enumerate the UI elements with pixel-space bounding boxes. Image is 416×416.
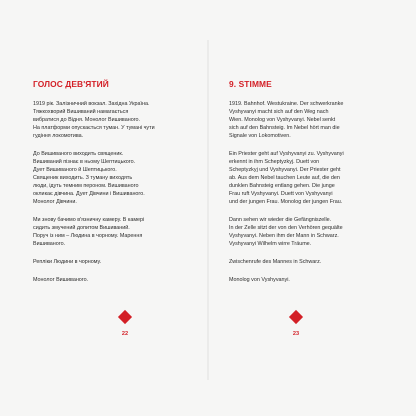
right-diamond-ornament-icon bbox=[289, 310, 303, 324]
left-page-number: 22 bbox=[121, 331, 129, 337]
right-page-number: 23 bbox=[292, 331, 300, 337]
left-paragraph: 1919 рік. Залізничний вокзал. Західна Україна. Тяжкохворий Вишиваний намагається вибратися до Відня. Монолог Вишиваного. На платформи опускається туман. У тумані чути гудіння локомотива. bbox=[33, 101, 155, 139]
right-page bbox=[208, 0, 416, 416]
left-text-block bbox=[33, 79, 193, 294]
left-page-heading: ГОЛОС ДЕВ'ЯТИЙ bbox=[33, 79, 109, 89]
left-paragraph: Монолог Вишиваного. bbox=[33, 277, 89, 283]
right-paragraph: Ein Priester geht auf Vyshyvanyi zu. Vyshyvanyi erkennt in ihm Scheptyzkyj. Duett von Scheptyzkyj und Vyshyvanyi. Der Priester geht ab. Aus dem Nebel tauchen Leute auf, die den dunklen Bahnsteig entlang gehen. Die junge Frau ruft Vyshyvanyi. Duett von Vyshyvanyi und der jungen Frau. Monolog der jungen Frau. bbox=[229, 151, 344, 205]
left-paragraph: Репліки Людини в чорному. bbox=[33, 259, 102, 265]
left-paragraph: До Вишиваного виходить священик. Вишиваний пізнає в ньому Шептицького. Дует Вишиваного й Шептицького. Священик виходить. З туману виходять люди, ідуть темним пероном. Вишиваного окликає дівчина. Дует Дівчини і Вишиваного. Монолог Дівчини. bbox=[33, 151, 145, 205]
right-paragraph: Monolog von Vyshyvanyi. bbox=[229, 277, 290, 283]
right-text-block bbox=[229, 79, 399, 294]
right-paragraph: Dann sehen wir wieder die Gefängniszelle. In der Zelle sitzt der von den Verhören gequälte Vyshyvanyi. Neben ihm der Mann in Schwarz. Vyshyvanyi Wilhelm wirre Träume. bbox=[229, 217, 343, 247]
right-page-heading: 9. STIMME bbox=[229, 79, 272, 89]
left-diamond-ornament-icon bbox=[118, 310, 132, 324]
left-paragraph: Ми знову бачимо в'язничну камеру. В камері сидить змучений допитом Вишиваний. Поруч із ним – Людина в чорному. Марення Вишиваного. bbox=[33, 217, 145, 247]
right-paragraph: 1919. Bahnhof. Westukraine. Der schwerkranke Vyshyvanyi macht sich auf den Weg nach Wien. Monolog von Vyshyvanyi. Nebel senkt sich auf den Bahnsteig. Im Nebel hört man die Signale von Lokomotiven. bbox=[229, 101, 344, 139]
right-paragraph: Zwischenrufe des Mannes in Schwarz. bbox=[229, 259, 322, 265]
